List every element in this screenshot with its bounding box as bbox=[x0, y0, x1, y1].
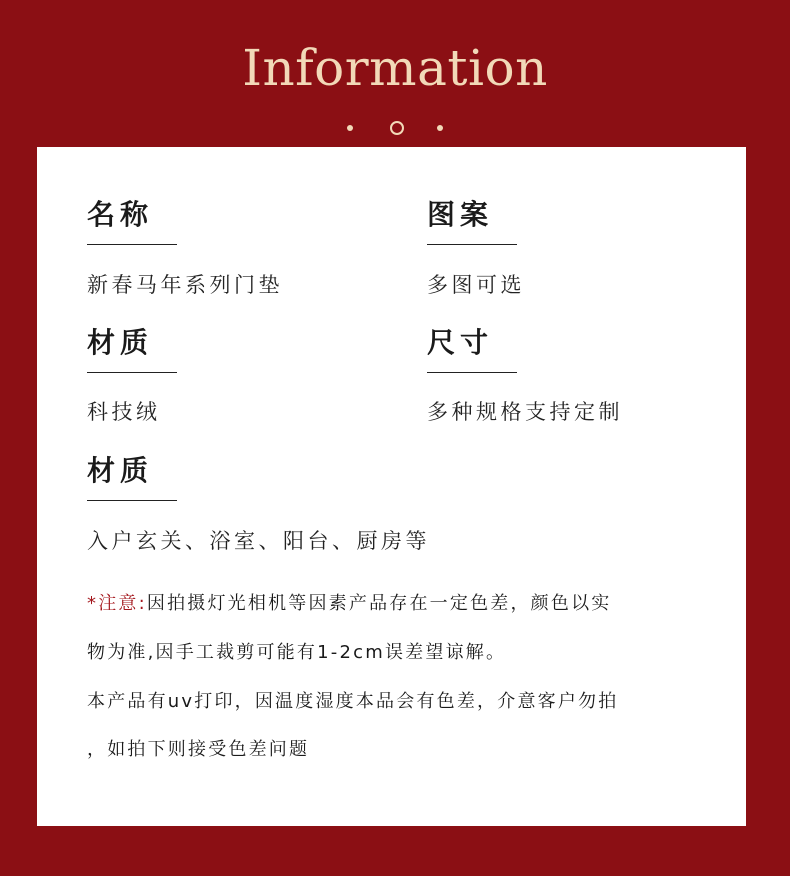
note-text: 因拍摄灯光相机等因素产品存在一定色差，颜色以实 bbox=[146, 593, 612, 614]
field-label-underline bbox=[87, 372, 177, 373]
field-label-usage: 材质 bbox=[87, 454, 154, 487]
field-value-size: 多种规格支持定制 bbox=[427, 400, 623, 424]
ring-icon bbox=[390, 121, 404, 135]
field-label-size: 尺寸 bbox=[427, 326, 494, 359]
field-label-underline bbox=[87, 500, 177, 501]
note-line: 本产品有uv打印，因温度湿度本品会有色差，介意客户勿拍 bbox=[87, 691, 619, 712]
field-label-underline bbox=[427, 244, 517, 245]
field-value-material: 科技绒 bbox=[87, 400, 161, 424]
field-label-name: 名称 bbox=[87, 198, 154, 231]
page-header-title: Information bbox=[242, 39, 548, 97]
field-label-underline bbox=[87, 244, 177, 245]
note-line: ，如拍下则接受色差问题 bbox=[87, 739, 310, 760]
field-label-material: 材质 bbox=[87, 326, 154, 359]
note-line bbox=[87, 592, 727, 616]
field-value-usage: 入户玄关、浴室、阳台、厨房等 bbox=[87, 529, 430, 553]
decorative-divider bbox=[0, 118, 790, 138]
info-card bbox=[37, 147, 746, 826]
note-line: 物为准,因手工裁剪可能有1-2cm误差望谅解。 bbox=[87, 642, 507, 663]
field-value-name: 新春马年系列门垫 bbox=[87, 273, 283, 297]
note-prefix: *注意: bbox=[87, 593, 147, 614]
dot-icon bbox=[347, 125, 353, 131]
field-label-pattern: 图案 bbox=[427, 198, 494, 231]
field-value-pattern: 多图可选 bbox=[427, 273, 525, 297]
dot-icon bbox=[437, 125, 443, 131]
field-label-underline bbox=[427, 372, 517, 373]
